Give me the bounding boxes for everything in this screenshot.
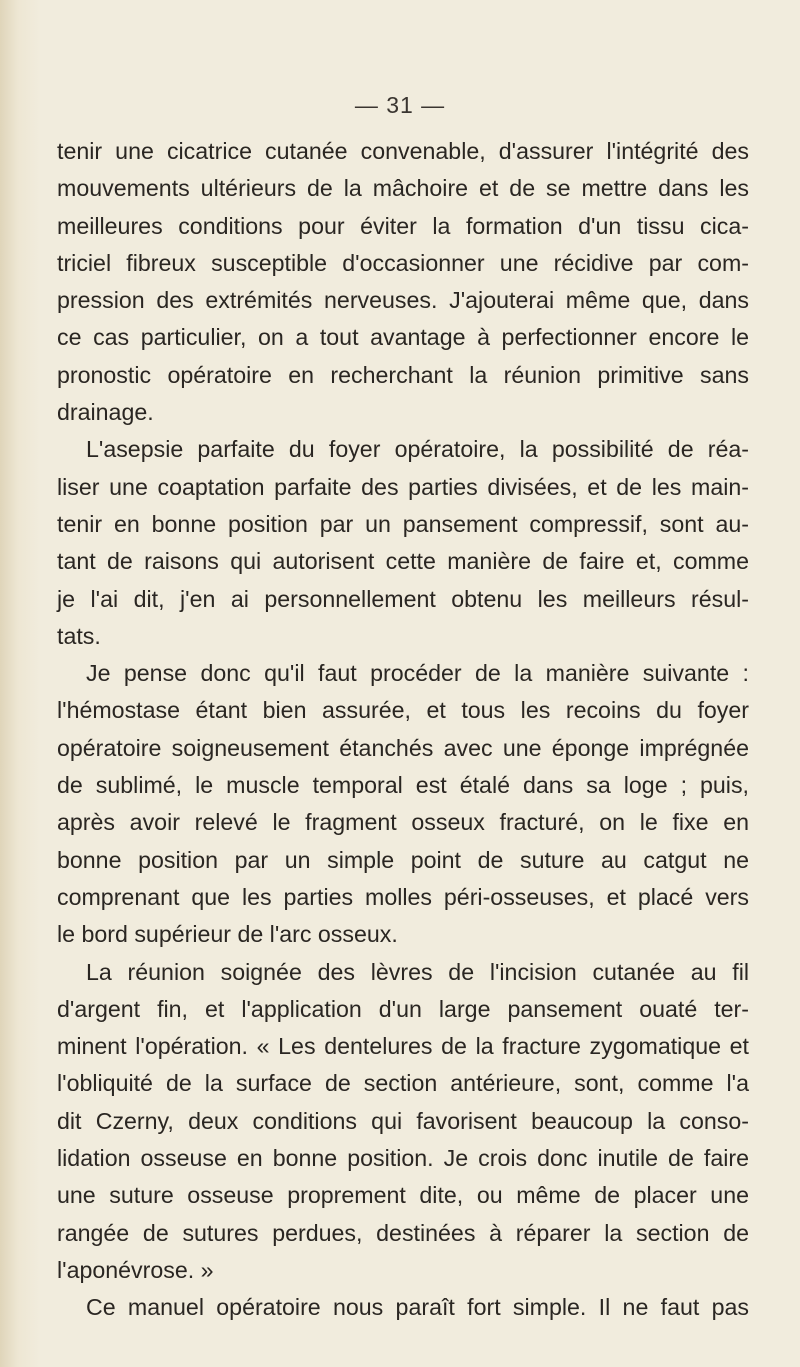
text-line: tenir une cicatrice cutanée convenable, d'assurer l'intégrité des [57,138,749,164]
text-line: le bord supérieur de l'arc osseux. [57,921,398,948]
text-line: triciel fibreux susceptible d'occasionner une récidive par com- [57,249,749,276]
text-line: pronostic opératoire en recherchant la réunion primitive sans [57,361,749,388]
text-line: dit Czerny, deux conditions qui favorisent beaucoup la conso- [57,1107,749,1134]
page-number: — 31 — [354,92,446,118]
text-line: lidation osseuse en bonne position. Je crois donc inutile de faire [57,1145,749,1172]
text-line: liser une coaptation parfaite des parties divisées, et de les main- [57,473,749,500]
text-line: drainage. [57,399,154,426]
text-line: tant de raisons qui autorisent cette manière de faire et, comme [57,548,749,575]
text-line: Je pense donc qu'il faut procéder de la manière suivante : [86,660,749,687]
text-line: pression des extrémités nerveuses. J'ajouterai même que, dans [57,287,749,314]
text-line: l'obliquité de la surface de section antérieure, sont, comme l'a [57,1070,749,1097]
text-line: Ce manuel opératoire nous paraît fort simple. Il ne faut pas [86,1294,749,1321]
text-line: minent l'opération. « Les dentelures de la fracture zygomatique et [57,1033,749,1060]
text-line: La réunion soignée des lèvres de l'incision cutanée au fil [86,958,749,985]
text-line: de sublimé, le muscle temporal est étalé dans sa loge ; puis, [57,772,749,799]
text-line: rangée de sutures perdues, destinées à réparer la section de [57,1219,749,1246]
text-line: mouvements ultérieurs de la mâchoire et de se mettre dans les [57,175,749,202]
text-line: une suture osseuse proprement dite, ou même de placer une [57,1182,749,1209]
text-line: l'aponévrose. » [57,1256,214,1283]
text-line: tenir en bonne position par un pansement compressif, sont au- [57,510,749,537]
text-line: ce cas particulier, on a tout avantage à perfectionner encore le [57,324,749,351]
text-line: je l'ai dit, j'en ai personnellement obtenu les meilleurs résul- [57,585,749,612]
body-text [57,133,749,1327]
text-line: après avoir relevé le fragment osseux fracturé, on le fixe en [57,809,749,836]
text-line: comprenant que les parties molles péri-osseuses, et placé vers [57,883,749,910]
text-line: meilleures conditions pour éviter la formation d'un tissu cica- [57,212,749,239]
text-line: d'argent fin, et l'application d'un large pansement ouaté ter- [57,995,749,1022]
text-line: tats. [57,622,101,649]
text-line: opératoire soigneusement étanchés avec une éponge imprégnée [57,734,749,761]
text-line: bonne position par un simple point de suture au catgut ne [57,846,749,873]
text-line: L'asepsie parfaite du foyer opératoire, la possibilité de réa- [86,436,749,463]
text-line: l'hémostase étant bien assurée, et tous les recoins du foyer [57,697,749,724]
